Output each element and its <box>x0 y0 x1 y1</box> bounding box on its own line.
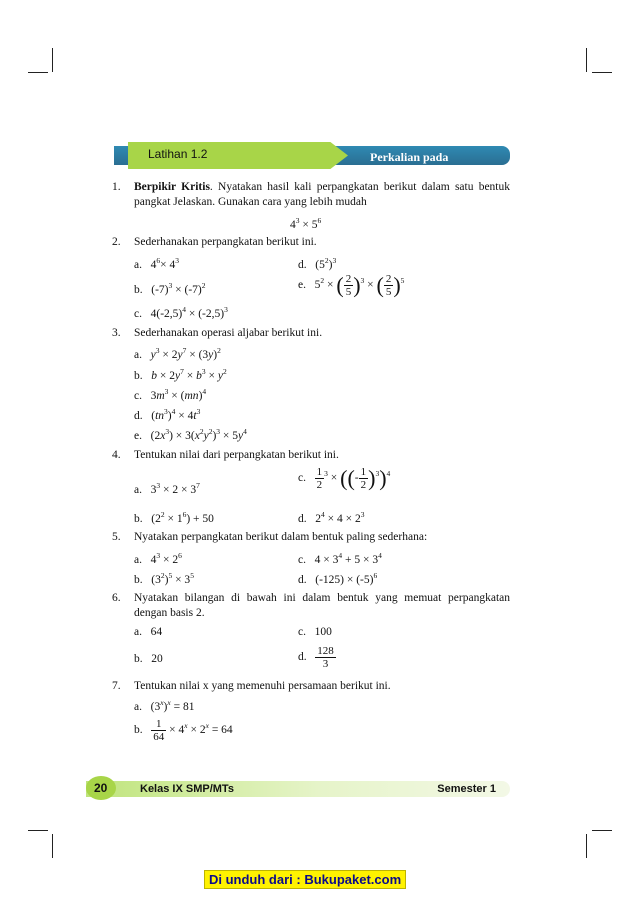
question-number: 7. <box>112 680 121 692</box>
question-text <box>134 180 510 210</box>
exercise-header <box>114 142 510 179</box>
option-label: d. <box>298 574 307 586</box>
question-number: 5. <box>112 531 121 543</box>
option-label: a. <box>134 626 142 638</box>
option-label: c. <box>134 390 142 402</box>
footer-semester: Semester 1 <box>437 783 496 795</box>
question-text: Nyatakan perpangkatan berikut dalam bentuk paling sederhana: <box>134 531 428 543</box>
question-text: Tentukan nilai x yang memenuhi persamaan berikut ini. <box>134 680 391 692</box>
exercise-tab-label: Latihan 1.2 <box>148 147 208 161</box>
option-c <box>298 626 332 638</box>
page-footer <box>86 778 510 800</box>
option-a <box>134 626 162 638</box>
option-label: b. <box>134 653 143 665</box>
option-d <box>298 645 336 670</box>
option-c: c. $3m^3 \times (mn)^4$ <box>134 387 207 402</box>
option-b: b. $(-7)^3 \times (-7)^2$ <box>134 281 206 296</box>
option-d: d. $(tn^3)^4 \times 4t^3$ <box>134 407 201 422</box>
option-c: c. $4 \times 3^4 + 5 \times 3^4$ <box>298 551 382 566</box>
option-b: b. $(3^2)^5 \times 3^5$ <box>134 571 194 586</box>
option-b: b. $(2^2 \times 1^6) + 50$ <box>134 510 214 525</box>
fraction-numerator: 128 <box>317 645 334 657</box>
option-label: c. <box>298 626 306 638</box>
option-label: b. <box>134 574 143 586</box>
expression: $4^3 \times 5^6$ <box>290 216 322 231</box>
option-label: a. <box>134 484 142 496</box>
page-number: 20 <box>94 781 108 795</box>
option-label: c. <box>298 472 306 485</box>
option-label: a. <box>134 259 142 271</box>
crop-mark <box>28 72 48 73</box>
option-label: d. <box>298 651 307 664</box>
option-b <box>134 653 163 665</box>
option-a: a. $y^3 \times 2y^7 \times (3y)^2$ <box>134 346 221 361</box>
option-d: d. $2^4 \times 4 \times 2^3$ <box>298 510 365 525</box>
section-title: Perkalian pada Perpangkatan <box>370 150 449 179</box>
option-e: e. $5^2$ × ( $\frac{2}{5}$ )$^3$ × ( $\frac{2}{5}$ )$^5$ <box>298 272 405 298</box>
option-value: 64 <box>150 626 163 638</box>
option-label: a. <box>134 554 142 566</box>
question-text: Sederhanakan operasi aljabar berikut ini. <box>134 327 323 339</box>
option-b: b. $b \times 2y^7 \times b^3 \times y^2$ <box>134 367 227 382</box>
question-number: 1. <box>112 181 121 193</box>
question-text: Tentukan nilai dari perpangkatan berikut ini. <box>134 449 339 461</box>
option-label: b. <box>134 370 143 382</box>
option-label: b. <box>134 724 143 737</box>
option-label: b. <box>134 513 143 525</box>
option-label: d. <box>298 259 307 271</box>
option-label: a. <box>134 701 142 713</box>
crop-mark <box>586 834 587 858</box>
option-e: e. $(2x^3) \times 3(x^2y^2)^3 \times 5y^4$ <box>134 427 247 442</box>
option-label: d. <box>134 410 143 422</box>
option-label: a. <box>134 349 142 361</box>
option-d: d. $(5^2)^3$ <box>298 256 337 271</box>
option-label: e. <box>298 279 306 292</box>
option-label: d. <box>298 513 307 525</box>
option-d: d. $(-125) \times (-5)^6$ <box>298 571 378 586</box>
question-body: . Nyatakan hasil kali perpangkatan berikut dalam satu bentuk pangkat Jelaskan. Gunakan cara yang lebih mudah <box>134 181 510 208</box>
crop-mark <box>586 48 587 72</box>
option-label: c. <box>134 308 142 320</box>
question-text: Nyatakan bilangan di bawah ini dalam bentuk yang memuat perpangkatan dengan basis 2. <box>134 592 510 619</box>
question-number: 2. <box>112 236 121 248</box>
option-a: a. $(3^x)^x = 81$ <box>134 698 195 713</box>
question-number: 3. <box>112 327 121 339</box>
option-label: b. <box>134 284 143 296</box>
option-a: a. $4^6\times 4^3$ <box>134 256 179 271</box>
option-label: c. <box>298 554 306 566</box>
option-c: c. $\frac{1}{2}$ $^3$ × ((- $\frac{1}{2}$ )$^3$)$^4$ <box>298 465 391 491</box>
crop-mark <box>52 834 53 858</box>
question-number: 6. <box>112 592 121 604</box>
option-a: a. $3^3 \times 2 \times 3^7$ <box>134 481 200 496</box>
option-b: b. $\frac{1}{64}$ × $4^x \times 2^x = 64$ <box>134 718 233 743</box>
option-label: e. <box>134 430 142 442</box>
option-a: a. $4^3 \times 2^6$ <box>134 551 182 566</box>
option-value: 20 <box>151 653 163 665</box>
crop-mark <box>28 830 48 831</box>
crop-mark <box>592 830 612 831</box>
question-lead: Berpikir Kritis <box>134 181 210 193</box>
footer-book-title: Kelas IX SMP/MTs <box>140 783 234 795</box>
fraction-denominator: 3 <box>322 658 329 670</box>
question-text: Sederhanakan perpangkatan berikut ini. <box>134 236 317 248</box>
download-source-banner: Di unduh dari : Bukupaket.com <box>204 870 406 889</box>
question-number: 4. <box>112 449 121 461</box>
option-c: c. $4(-2,5)^4 \times (-2,5)^3$ <box>134 305 228 320</box>
crop-mark <box>52 48 53 72</box>
option-value: 100 <box>314 626 332 638</box>
crop-mark <box>592 72 612 73</box>
